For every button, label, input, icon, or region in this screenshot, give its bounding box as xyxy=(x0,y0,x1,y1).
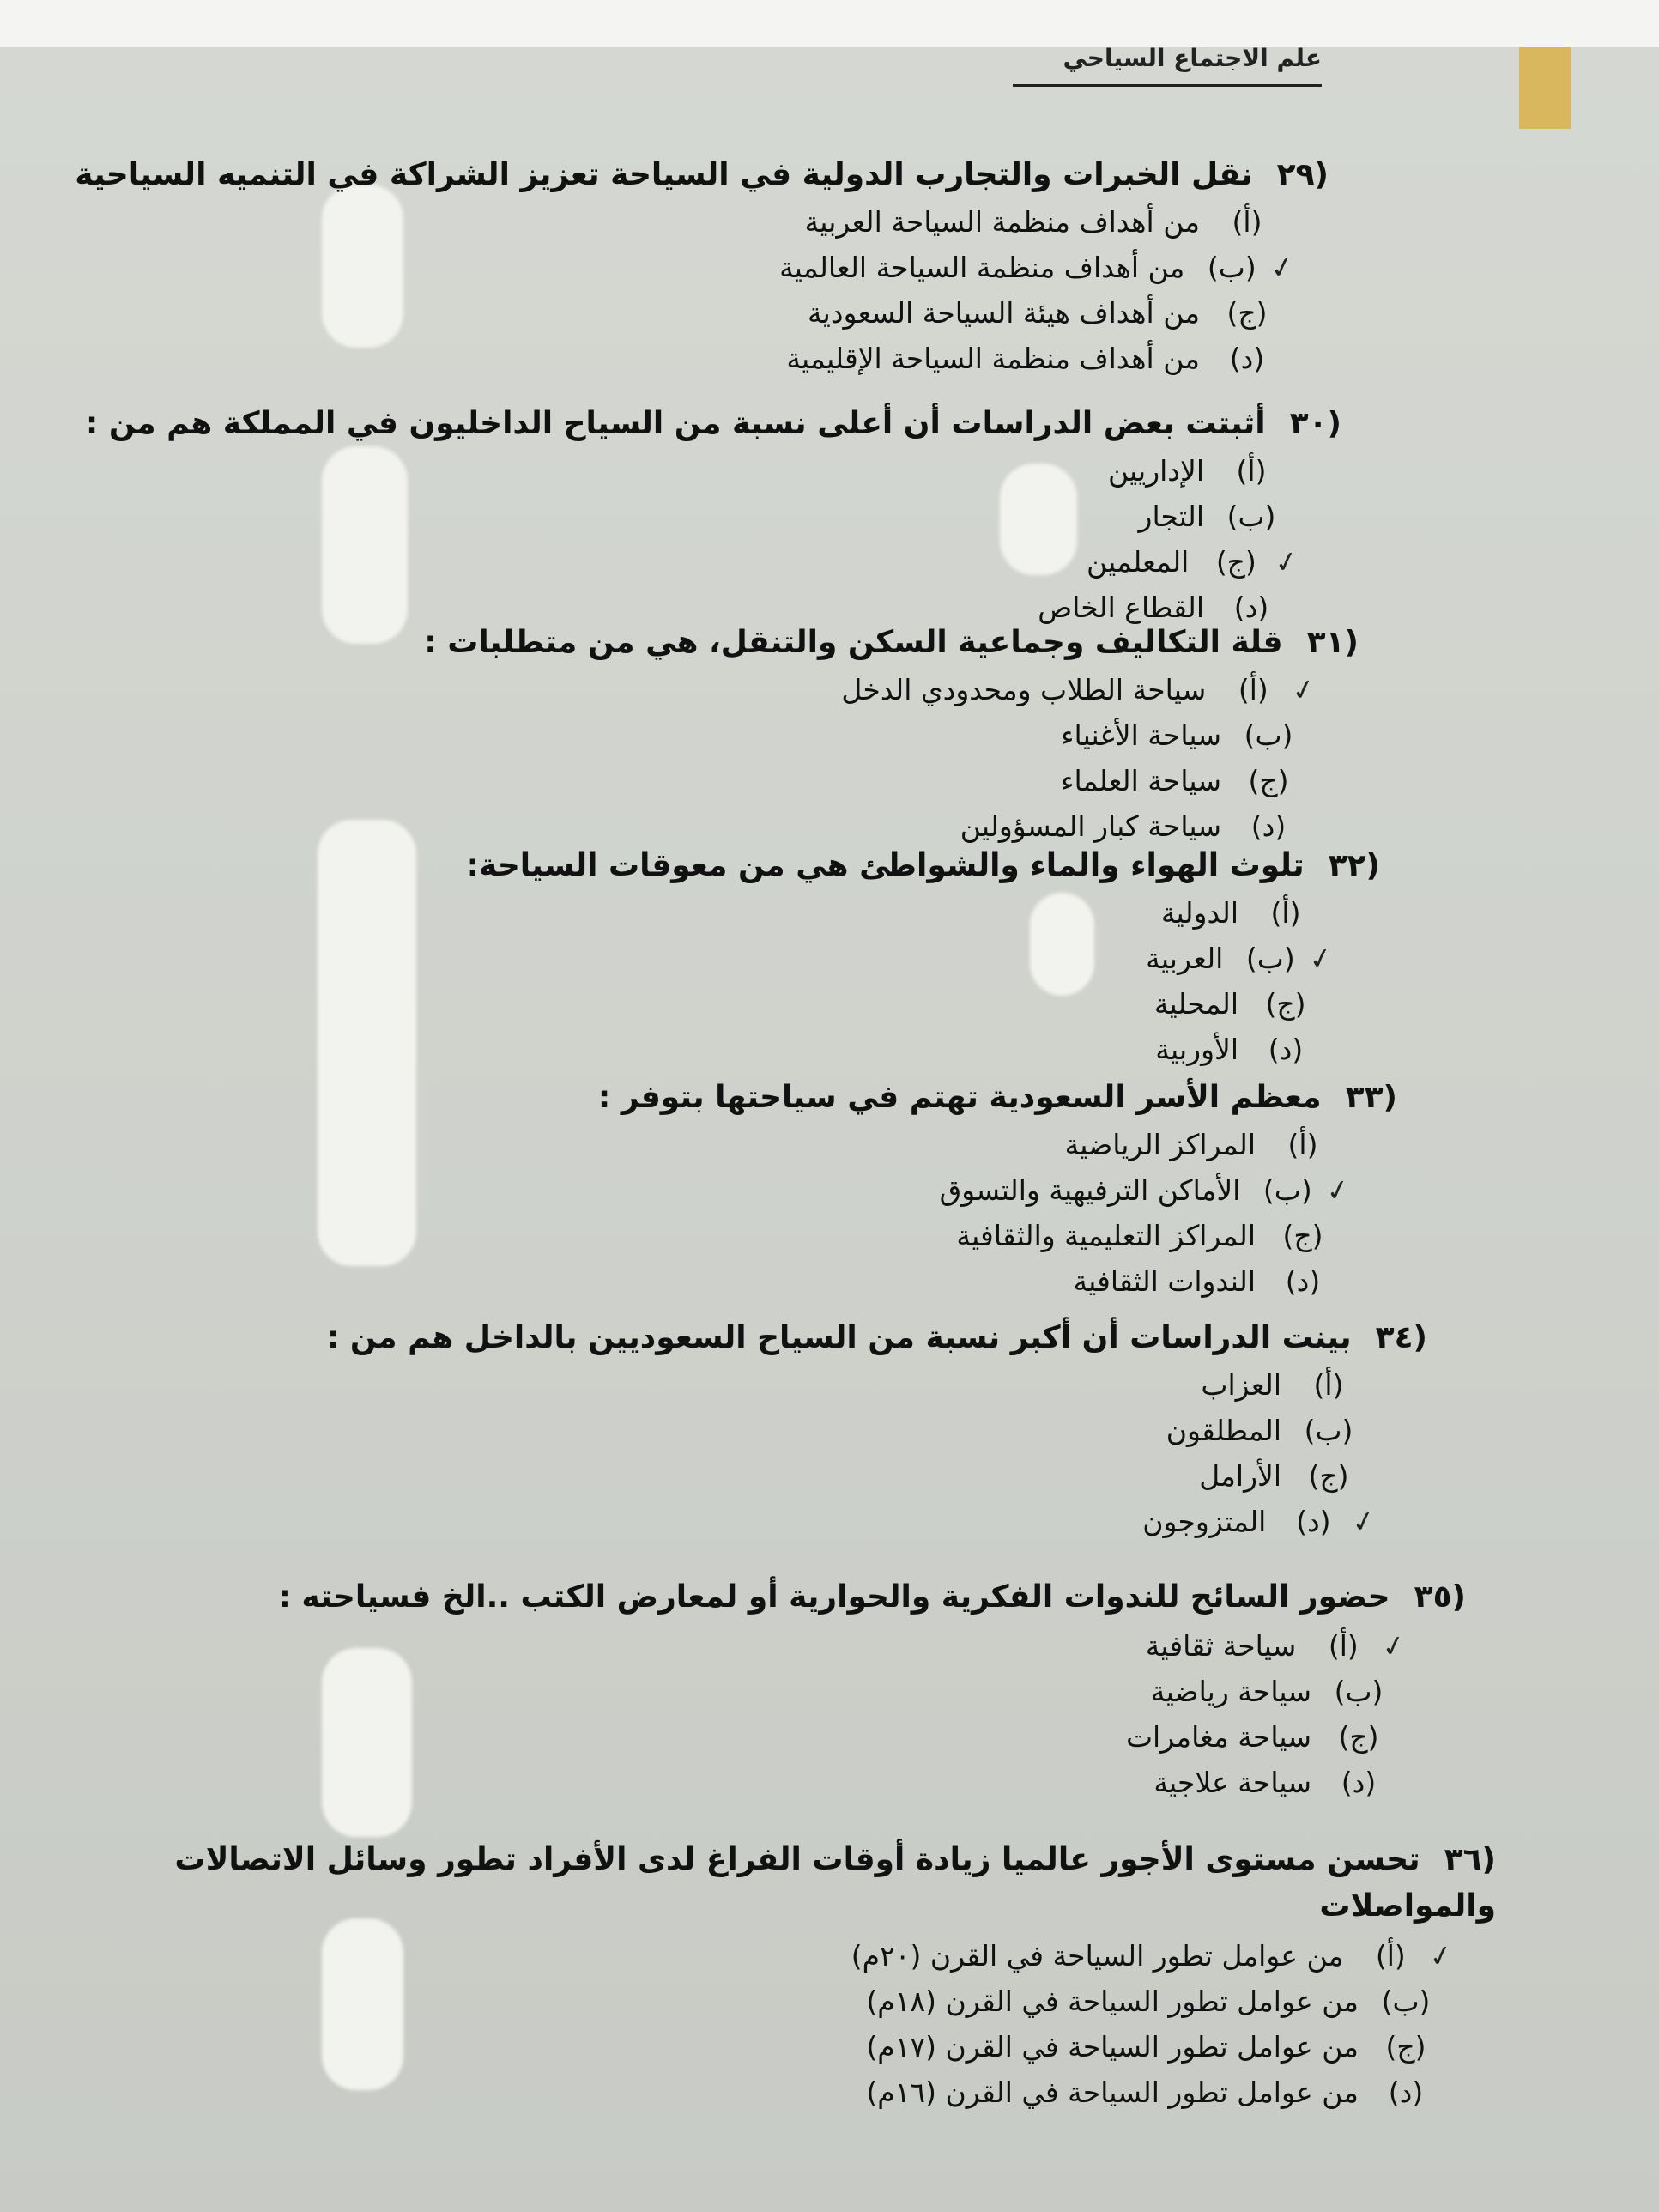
option-text: المحلية xyxy=(1153,987,1238,1021)
question-text: تلوث الهواء والماء والشواطئ هي من معوقات السياحة: xyxy=(466,848,1305,883)
option-c[interactable] xyxy=(75,290,1294,336)
option-a[interactable] xyxy=(75,199,1294,245)
question-text: قلة التكاليف وجماعية السكن والتنقل، هي من متطلبات : xyxy=(424,625,1283,660)
option-text: من عوامل تطور السياحة في القرن (١٨م) xyxy=(866,1985,1359,2018)
correction-mark xyxy=(318,820,416,1266)
option-a[interactable] xyxy=(86,448,1299,494)
option-a[interactable] xyxy=(424,667,1319,712)
option-letter: (ج) xyxy=(1215,545,1256,579)
option-b[interactable] xyxy=(3,1979,1453,2024)
option-text: سياحة علاجية xyxy=(1153,1766,1311,1799)
option-text: العزاب xyxy=(1201,1368,1281,1402)
option-letter: (ب) xyxy=(1262,1173,1312,1207)
option-letter: (ب) xyxy=(1334,1675,1384,1708)
question-number: (٣٥ xyxy=(1414,1579,1466,1615)
question-29 xyxy=(75,155,1329,381)
option-b[interactable] xyxy=(467,936,1336,981)
option-letter: (ب) xyxy=(1244,718,1293,752)
option-letter: (ب) xyxy=(1245,942,1295,975)
option-text: سياحة ثقافية xyxy=(1145,1629,1297,1663)
option-text: الندوات الثقافية xyxy=(1073,1264,1256,1298)
question-number: (٣٢ xyxy=(1328,848,1380,883)
option-text: المتزوجون xyxy=(1142,1505,1267,1538)
option-a[interactable] xyxy=(598,1122,1350,1167)
option-text: المعلمين xyxy=(1087,545,1190,579)
option-letter: (د) xyxy=(1229,342,1265,375)
question-31 xyxy=(424,622,1359,849)
option-letter: (ج) xyxy=(1248,764,1289,797)
question-text: تحسن مستوى الأجور عالميا زيادة أوقات الفراغ لدى الأفراد تطور وسائل الاتصالات والمواصلات xyxy=(174,1842,1496,1924)
option-d[interactable] xyxy=(3,2070,1453,2115)
option-letter: (ج) xyxy=(1265,987,1306,1021)
option-letter: (أ) xyxy=(1375,1939,1406,1973)
option-a[interactable] xyxy=(467,890,1333,936)
option-letter: (د) xyxy=(1250,809,1287,843)
option-text: سياحة مغامرات xyxy=(1125,1720,1311,1754)
option-b[interactable] xyxy=(327,1408,1376,1453)
option-letter: (أ) xyxy=(1238,673,1268,706)
question-32 xyxy=(467,845,1380,1072)
option-letter: (ج) xyxy=(1308,1459,1349,1493)
option-letter: (ب) xyxy=(1381,1985,1431,2018)
option-text: الأرامل xyxy=(1199,1459,1281,1493)
question-number: (٣٠ xyxy=(1289,406,1341,441)
question-33 xyxy=(598,1077,1397,1304)
option-letter: (د) xyxy=(1285,1264,1321,1298)
check-mark-icon: ✓ xyxy=(1348,1502,1379,1541)
option-d[interactable] xyxy=(424,803,1316,849)
option-text: العربية xyxy=(1146,942,1224,975)
option-letter: (أ) xyxy=(1236,454,1267,488)
option-text: الأماكن الترفيهية والتسوق xyxy=(939,1173,1241,1207)
option-letter: (أ) xyxy=(1270,896,1301,930)
option-letter: (أ) xyxy=(1287,1128,1318,1161)
option-text: القطاع الخاص xyxy=(1038,591,1204,624)
option-text: من أهداف منظمة السياحة العالمية xyxy=(779,251,1185,284)
option-text: من عوامل تطور السياحة في القرن (١٧م) xyxy=(866,2030,1359,2064)
option-b[interactable] xyxy=(598,1167,1353,1213)
check-mark-icon: ✓ xyxy=(1267,248,1298,287)
option-letter: (د) xyxy=(1296,1505,1331,1538)
option-letter: (ج) xyxy=(1226,296,1268,330)
option-letter: (د) xyxy=(1388,2076,1424,2109)
option-c[interactable] xyxy=(467,981,1333,1027)
option-d[interactable] xyxy=(264,1760,1406,1805)
option-text: الدولية xyxy=(1160,896,1238,930)
tape-strip xyxy=(1519,47,1571,129)
question-number: (٣٦ xyxy=(1444,1842,1496,1877)
option-c[interactable] xyxy=(327,1453,1376,1499)
question-text: معظم الأسر السعودية تهتم في سياحتها بتوفر : xyxy=(597,1080,1322,1115)
option-c[interactable] xyxy=(86,539,1302,585)
question-30 xyxy=(86,403,1341,630)
check-mark-icon: ✓ xyxy=(1288,670,1319,709)
option-letter: (ب) xyxy=(1304,1414,1353,1447)
check-mark-icon: ✓ xyxy=(1305,939,1336,978)
option-d[interactable] xyxy=(327,1499,1379,1544)
question-number: (٣٣ xyxy=(1345,1080,1397,1115)
option-text: المراكز الرياضية xyxy=(1064,1128,1256,1161)
option-text: سياحة الطلاب ومحدودي الدخل xyxy=(841,673,1207,706)
option-text: المراكز التعليمية والثقافية xyxy=(956,1219,1256,1252)
question-number: (٣٤ xyxy=(1375,1320,1427,1355)
option-text: من عوامل تطور السياحة في القرن (١٦م) xyxy=(866,2076,1359,2109)
option-letter: (ب) xyxy=(1226,500,1276,533)
option-text: سياحة رياضية xyxy=(1150,1675,1311,1708)
option-b[interactable] xyxy=(86,494,1299,539)
option-a[interactable] xyxy=(264,1623,1409,1669)
option-a[interactable] xyxy=(3,1933,1456,1979)
check-mark-icon: ✓ xyxy=(1323,1171,1353,1209)
question-text: أثبتت بعض الدراسات أن أعلى نسبة من السياح الداخليون في المملكة هم من : xyxy=(85,406,1266,441)
option-text: سياحة كبار المسؤولين xyxy=(960,809,1221,843)
question-number: (٣١ xyxy=(1306,625,1359,660)
question-text: بينت الدراسات أن أكبر نسبة من السياح السعوديين بالداخل هم من : xyxy=(326,1320,1352,1355)
option-c[interactable] xyxy=(424,758,1316,803)
question-36 xyxy=(3,1837,1496,2115)
option-text: سياحة العلماء xyxy=(1061,764,1221,797)
option-letter: (ج) xyxy=(1385,2030,1426,2064)
option-letter: (أ) xyxy=(1313,1368,1344,1402)
option-b[interactable] xyxy=(75,245,1298,290)
option-b[interactable] xyxy=(264,1669,1406,1714)
option-d[interactable] xyxy=(598,1258,1350,1304)
page-header xyxy=(1013,33,1322,87)
option-text: من أهداف هيئة السياحة السعودية xyxy=(807,296,1200,330)
question-35 xyxy=(264,1575,1466,1805)
option-a[interactable] xyxy=(327,1362,1376,1408)
question-34 xyxy=(327,1318,1427,1544)
check-mark-icon: ✓ xyxy=(1271,542,1302,581)
question-text: حضور السائح للندوات الفكرية والحوارية أو لمعارض الكتب ..الخ فسياحته : xyxy=(278,1579,1390,1615)
option-letter: (أ) xyxy=(1232,205,1262,239)
option-letter: (ج) xyxy=(1282,1219,1323,1252)
option-c[interactable] xyxy=(598,1213,1350,1258)
option-letter: (د) xyxy=(1233,591,1269,624)
option-text: من عوامل تطور السياحة في القرن (٢٠م) xyxy=(851,1939,1344,1973)
check-mark-icon: ✓ xyxy=(1378,1627,1409,1665)
option-letter: (د) xyxy=(1268,1033,1304,1066)
option-letter: (د) xyxy=(1341,1766,1377,1799)
option-text: المطلقون xyxy=(1166,1414,1281,1447)
option-text: التجار xyxy=(1138,500,1204,533)
check-mark-icon: ✓ xyxy=(1426,1936,1456,1975)
option-text: الإداريين xyxy=(1107,454,1204,488)
header-title: علم الاجتماع السياحي xyxy=(1063,44,1322,72)
question-text: نقل الخبرات والتجارب الدولية في السياحة تعزيز الشراكة في التنميه السياحية xyxy=(75,157,1253,192)
option-text: من أهداف منظمة السياحة الإقليمية xyxy=(786,342,1200,375)
option-text: الأوربية xyxy=(1155,1033,1238,1066)
option-d[interactable] xyxy=(467,1027,1333,1072)
option-letter: (ج) xyxy=(1338,1720,1379,1754)
question-number: (٢٩ xyxy=(1276,157,1329,192)
option-c[interactable] xyxy=(264,1714,1406,1760)
option-c[interactable] xyxy=(3,2024,1453,2070)
option-b[interactable] xyxy=(424,712,1316,758)
option-letter: (أ) xyxy=(1328,1629,1359,1663)
option-d[interactable] xyxy=(75,336,1294,381)
option-letter: (ب) xyxy=(1207,251,1256,284)
option-text: من أهداف منظمة السياحة العربية xyxy=(804,205,1200,239)
option-text: سياحة الأغنياء xyxy=(1061,718,1221,752)
